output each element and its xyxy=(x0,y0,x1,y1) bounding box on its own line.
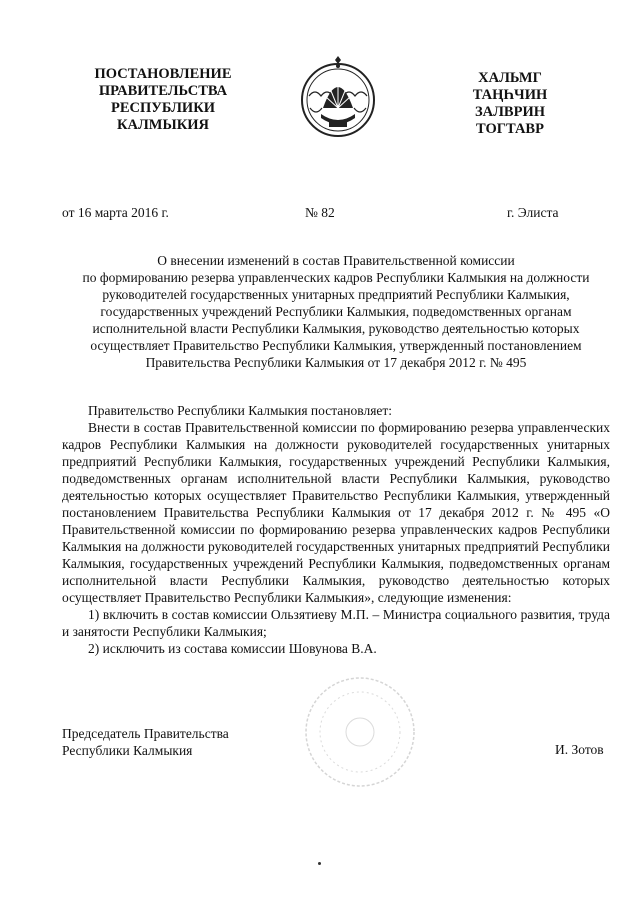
emblem-icon xyxy=(299,56,377,142)
header-right-line: ХАЛЬМГ xyxy=(478,70,542,86)
signatory-line: Республики Калмыкия xyxy=(62,743,193,758)
body-paragraph: 1) включить в состав комиссии Ользятиеву М.П. – Министра социального развития, труда и занятости Республики Калмыкия; xyxy=(62,607,610,639)
document-body xyxy=(62,402,610,657)
signatory-line: Председатель Правительства xyxy=(62,726,229,741)
document-city: г. Элиста xyxy=(507,205,559,220)
header-right-line: ТОГТАВР xyxy=(476,121,544,137)
header-right-line: ЗАЛВРИН xyxy=(474,104,545,120)
title-line: О внесении изменений в состав Правительственной комиссии xyxy=(157,253,515,268)
header-left-line: РЕСПУБЛИКИ xyxy=(110,100,216,116)
body-paragraph: Внести в состав Правительственной комиссии по формированию резерва управленческих кадров Республики Калмыкия на должности руководителей государственных унитарных предприятий Республики Калмыкия, государственных учреждений Республики Калмыкия, подведомственных органам исполнительной власти Республики Калмыкия, руководство деятельностью которых осуществляет Правительство Республики Калмыкия, утвержденный постановлением Правительства Республики Калмыкия от 17 декабря 2012 г. № 495 «О Правительственной комиссии по формированию резерва управленческих кадров Республики Калмыкия на должности руководителей государственных унитарных предприятий Республики Калмыкия, государственных учреждений Республики Калмыкия, подведомственных органам исполнительной власти Республики Калмыкия, руководство деятельностью которых осуществляет Правительство Республики Калмыкия», следующие изменения: xyxy=(62,420,610,605)
stamp-icon xyxy=(300,672,420,792)
title-line: по формированию резерва управленческих кадров Республики Калмыкия на должности xyxy=(82,270,590,285)
page-mark xyxy=(318,862,321,865)
header-left-title xyxy=(88,66,238,134)
signatory-title xyxy=(62,725,229,759)
title-line: исполнительной власти Республики Калмыкия, руководство деятельностью которых xyxy=(92,321,580,336)
signatory-name: И. Зотов xyxy=(555,742,604,757)
document-date: от 16 марта 2016 г. xyxy=(62,205,169,220)
title-line: государственных учреждений Республики Калмыкия, подведомственных органам xyxy=(100,304,572,319)
header-right-line: ТАҢҺЧИН xyxy=(472,87,548,103)
body-paragraph: Правительство Республики Калмыкия постановляет: xyxy=(88,403,393,418)
header-left-line: ПРАВИТЕЛЬСТВА xyxy=(98,83,228,99)
title-line: руководителей государственных унитарных предприятий Республики Калмыкия, xyxy=(102,287,570,302)
header-left-line: ПОСТАНОВЛЕНИЕ xyxy=(94,66,232,82)
title-line: осуществляет Правительство Республики Калмыкия, утвержденный постановлением xyxy=(90,338,582,353)
body-paragraph: 2) исключить из состава комиссии Шовунова В.А. xyxy=(88,641,377,656)
title-line: Правительства Республики Калмыкия от 17 декабря 2012 г. № 495 xyxy=(145,355,527,370)
header-right-title xyxy=(455,70,565,138)
header-left-line: КАЛМЫКИЯ xyxy=(117,117,209,133)
document-number: № 82 xyxy=(305,205,335,220)
document-title xyxy=(62,252,610,371)
